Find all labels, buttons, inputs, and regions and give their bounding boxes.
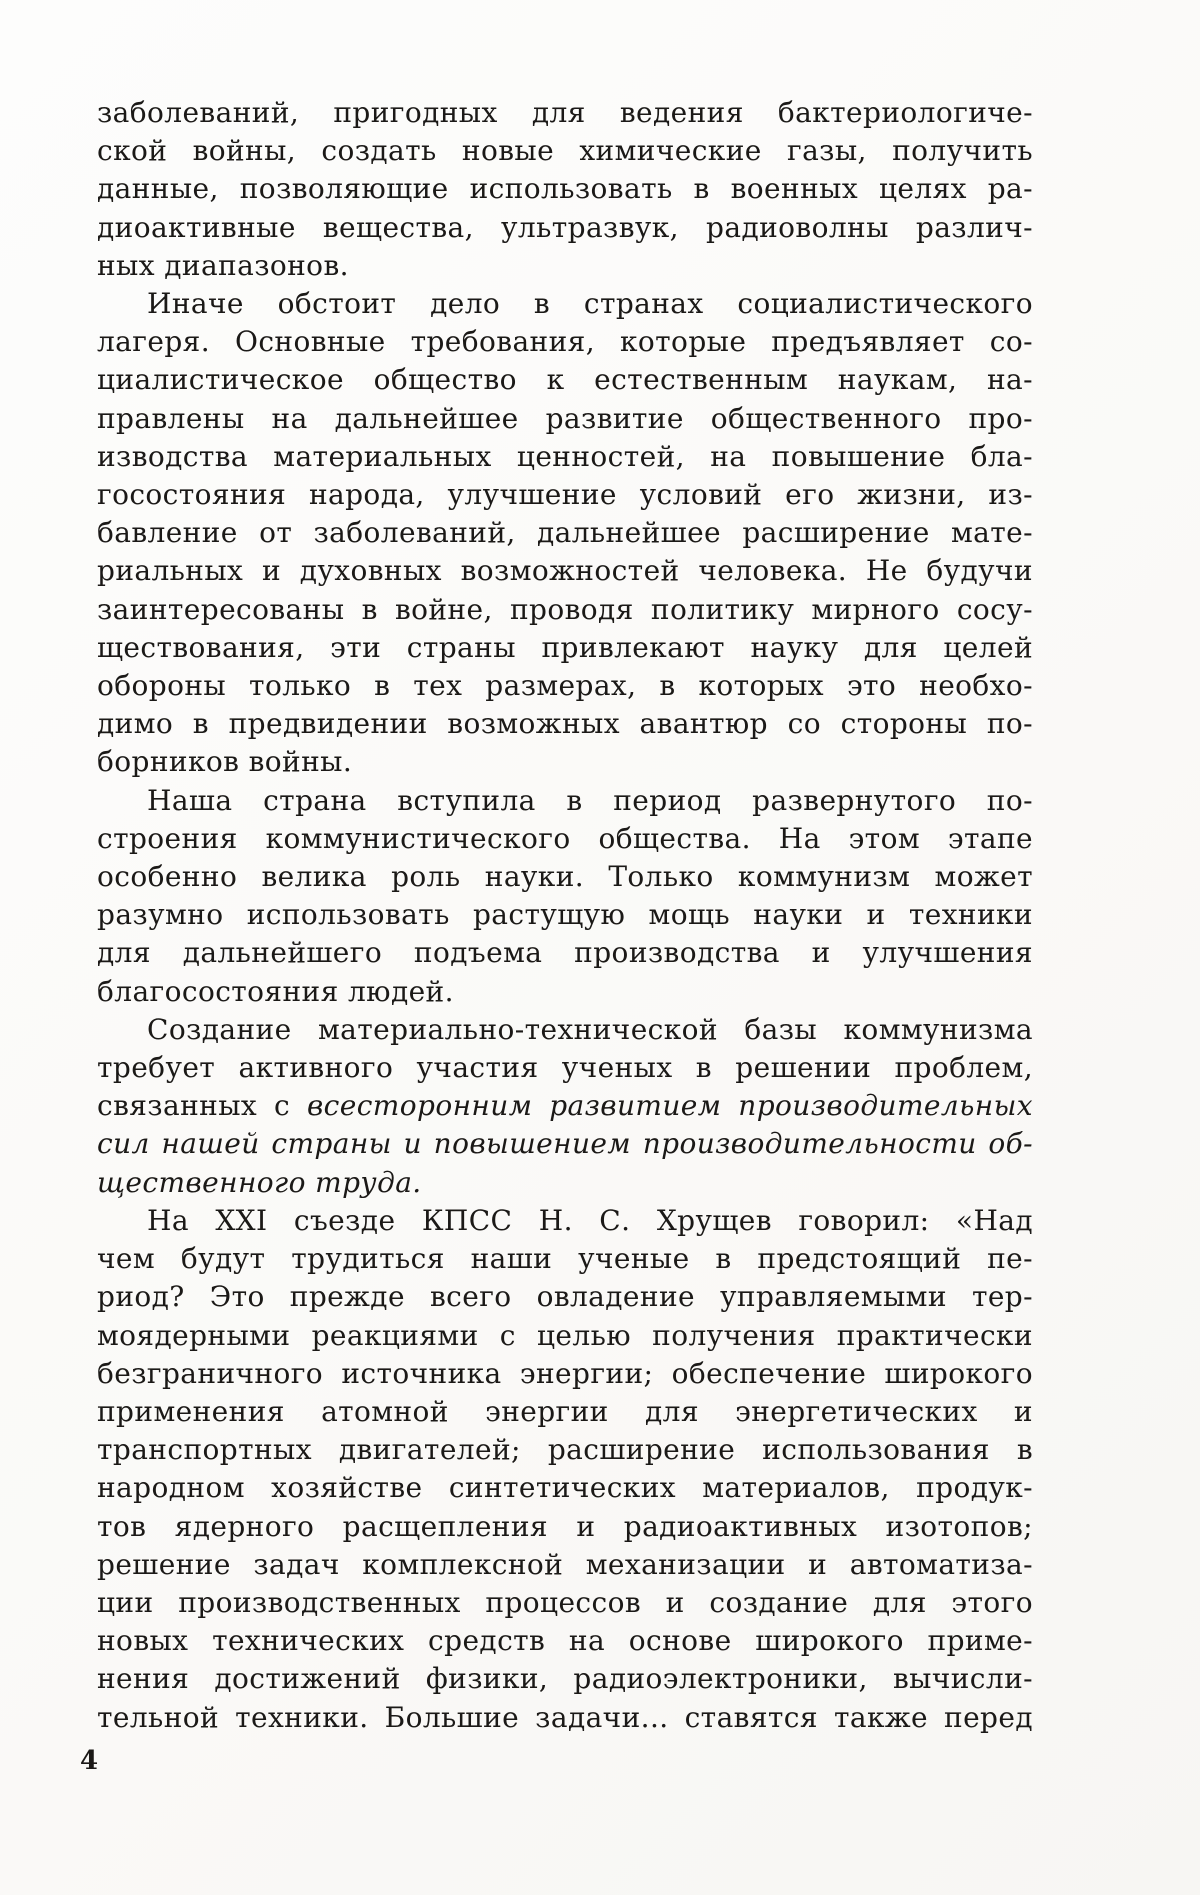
text-segment: правлены на дальнейшее развитие общественного про-: [97, 401, 1033, 435]
text-segment: решение задач комплексной механизации и автоматиза-: [97, 1547, 1033, 1581]
text-line: [97, 1278, 1033, 1316]
text-line: [97, 1317, 1033, 1355]
text-segment: особенно велика роль науки. Только коммунизм может: [97, 860, 1033, 894]
text-line: [97, 209, 1033, 247]
text-segment: ции производственных процессов и создание для этого: [97, 1585, 1033, 1619]
text-segment: ской войны, создать новые химические газы, получить: [97, 134, 1033, 168]
text-segment: Иначе обстоит дело в странах социалистического: [147, 287, 1033, 321]
text-segment: сил нашей страны и повышением производительности об-: [97, 1127, 1033, 1161]
text-segment: бавление от заболеваний, дальнейшее расширение мате-: [97, 516, 1033, 550]
text-line: [97, 591, 1033, 629]
text-line: [97, 170, 1033, 208]
text-segment: связанных с: [97, 1089, 307, 1123]
text-line: [97, 94, 1033, 132]
text-segment: лагеря. Основные требования, которые предъявляет со-: [97, 325, 1033, 359]
text-line: [97, 1546, 1033, 1584]
text-line: [97, 476, 1033, 514]
text-line: [97, 782, 1033, 820]
text-segment: нения достижений физики, радиоэлектроники, вычисли-: [97, 1662, 1033, 1696]
text-line: [97, 1622, 1033, 1660]
text-segment: изводства материальных ценностей, на повышение бла-: [97, 439, 1033, 473]
text-line: [97, 1011, 1033, 1049]
text-line: [97, 1393, 1033, 1431]
text-segment: риальных и духовных возможностей человека. Не будучи: [97, 554, 1033, 588]
text-line: [97, 1049, 1033, 1087]
text-segment: Наша страна вступила в период развернутого по-: [147, 783, 1033, 817]
text-segment: новых технических средств на основе широкого приме-: [97, 1624, 1033, 1658]
text-segment: разумно использовать растущую мощь науки и техники: [97, 898, 1033, 932]
text-segment: чем будут трудиться наши ученые в предстоящий пе-: [97, 1242, 1033, 1276]
text-line: [97, 743, 1033, 781]
text-segment: обороны только в тех размерах, в которых это необхо-: [97, 669, 1033, 703]
text-segment: благосостояния людей.: [97, 974, 454, 1008]
text-line: [97, 973, 1033, 1011]
text-line: [97, 1508, 1033, 1546]
text-segment: транспортных двигателей; расширение использования в: [97, 1433, 1033, 1467]
text-line: [97, 1584, 1033, 1622]
text-segment: циалистическое общество к естественным наукам, на-: [97, 363, 1033, 397]
text-line: [97, 1699, 1033, 1737]
text-line: [97, 1240, 1033, 1278]
text-line: [97, 1355, 1033, 1393]
text-segment: На XXI съезде КПСС Н. С. Хрущев говорил: «Над: [147, 1203, 1033, 1237]
text-line: [97, 629, 1033, 667]
text-line: [97, 514, 1033, 552]
text-line: [97, 552, 1033, 590]
text-segment: применения атомной энергии для энергетических и: [97, 1394, 1033, 1428]
text-segment: народном хозяйстве синтетических материалов, продук-: [97, 1471, 1033, 1505]
text-segment: димо в предвидении возможных авантюр со стороны по-: [97, 707, 1033, 741]
text-segment: заинтересованы в войне, проводя политику мирного сосу-: [97, 592, 1033, 626]
text-segment: моядерными реакциями с целью получения практически: [97, 1318, 1033, 1352]
text-line: [97, 896, 1033, 934]
text-line: [97, 820, 1033, 858]
text-segment: борников войны.: [97, 745, 353, 779]
text-line: [97, 1431, 1033, 1469]
text-segment: безграничного источника энергии; обеспечение широкого: [97, 1356, 1033, 1390]
text-line: [97, 438, 1033, 476]
text-line: [97, 400, 1033, 438]
text-segment: требует активного участия ученых в решении проблем,: [97, 1051, 1033, 1085]
text-line: [97, 1164, 1033, 1202]
text-segment: щественного труда.: [97, 1165, 422, 1199]
text-segment: всесторонним развитием производительных: [306, 1089, 1033, 1123]
text-line: [97, 132, 1033, 170]
text-segment: госостояния народа, улучшение условий его жизни, из-: [97, 478, 1033, 512]
text-line: [97, 667, 1033, 705]
text-segment: тельной техники. Большие задачи... ставятся также перед: [97, 1700, 1033, 1734]
text-line: [97, 1087, 1033, 1125]
text-line: [97, 1469, 1033, 1507]
text-column: [97, 94, 1033, 1737]
text-segment: риод? Это прежде всего овладение управляемыми тер-: [97, 1280, 1033, 1314]
text-line: [97, 705, 1033, 743]
text-segment: Создание материально-технической базы коммунизма: [147, 1012, 1033, 1046]
text-segment: ных диапазонов.: [97, 248, 349, 282]
text-segment: для дальнейшего подъема производства и улучшения: [97, 936, 1033, 970]
text-line: [97, 1125, 1033, 1163]
page-number: 4: [80, 1746, 99, 1776]
text-segment: данные, позволяющие использовать в военных целях ра-: [97, 172, 1033, 206]
text-line: [97, 285, 1033, 323]
text-segment: диоактивные вещества, ультразвук, радиоволны различ-: [97, 210, 1033, 244]
text-line: [97, 858, 1033, 896]
text-segment: ществования, эти страны привлекают науку для целей: [97, 630, 1033, 664]
text-line: [97, 1202, 1033, 1240]
text-line: [97, 323, 1033, 361]
text-line: [97, 1660, 1033, 1698]
text-segment: строения коммунистического общества. На этом этапе: [97, 821, 1033, 855]
text-line: [97, 934, 1033, 972]
text-line: [97, 247, 1033, 285]
text-segment: заболеваний, пригодных для ведения бактериологиче-: [97, 96, 1033, 129]
text-segment: тов ядерного расщепления и радиоактивных изотопов;: [97, 1509, 1033, 1543]
text-line: [97, 361, 1033, 399]
